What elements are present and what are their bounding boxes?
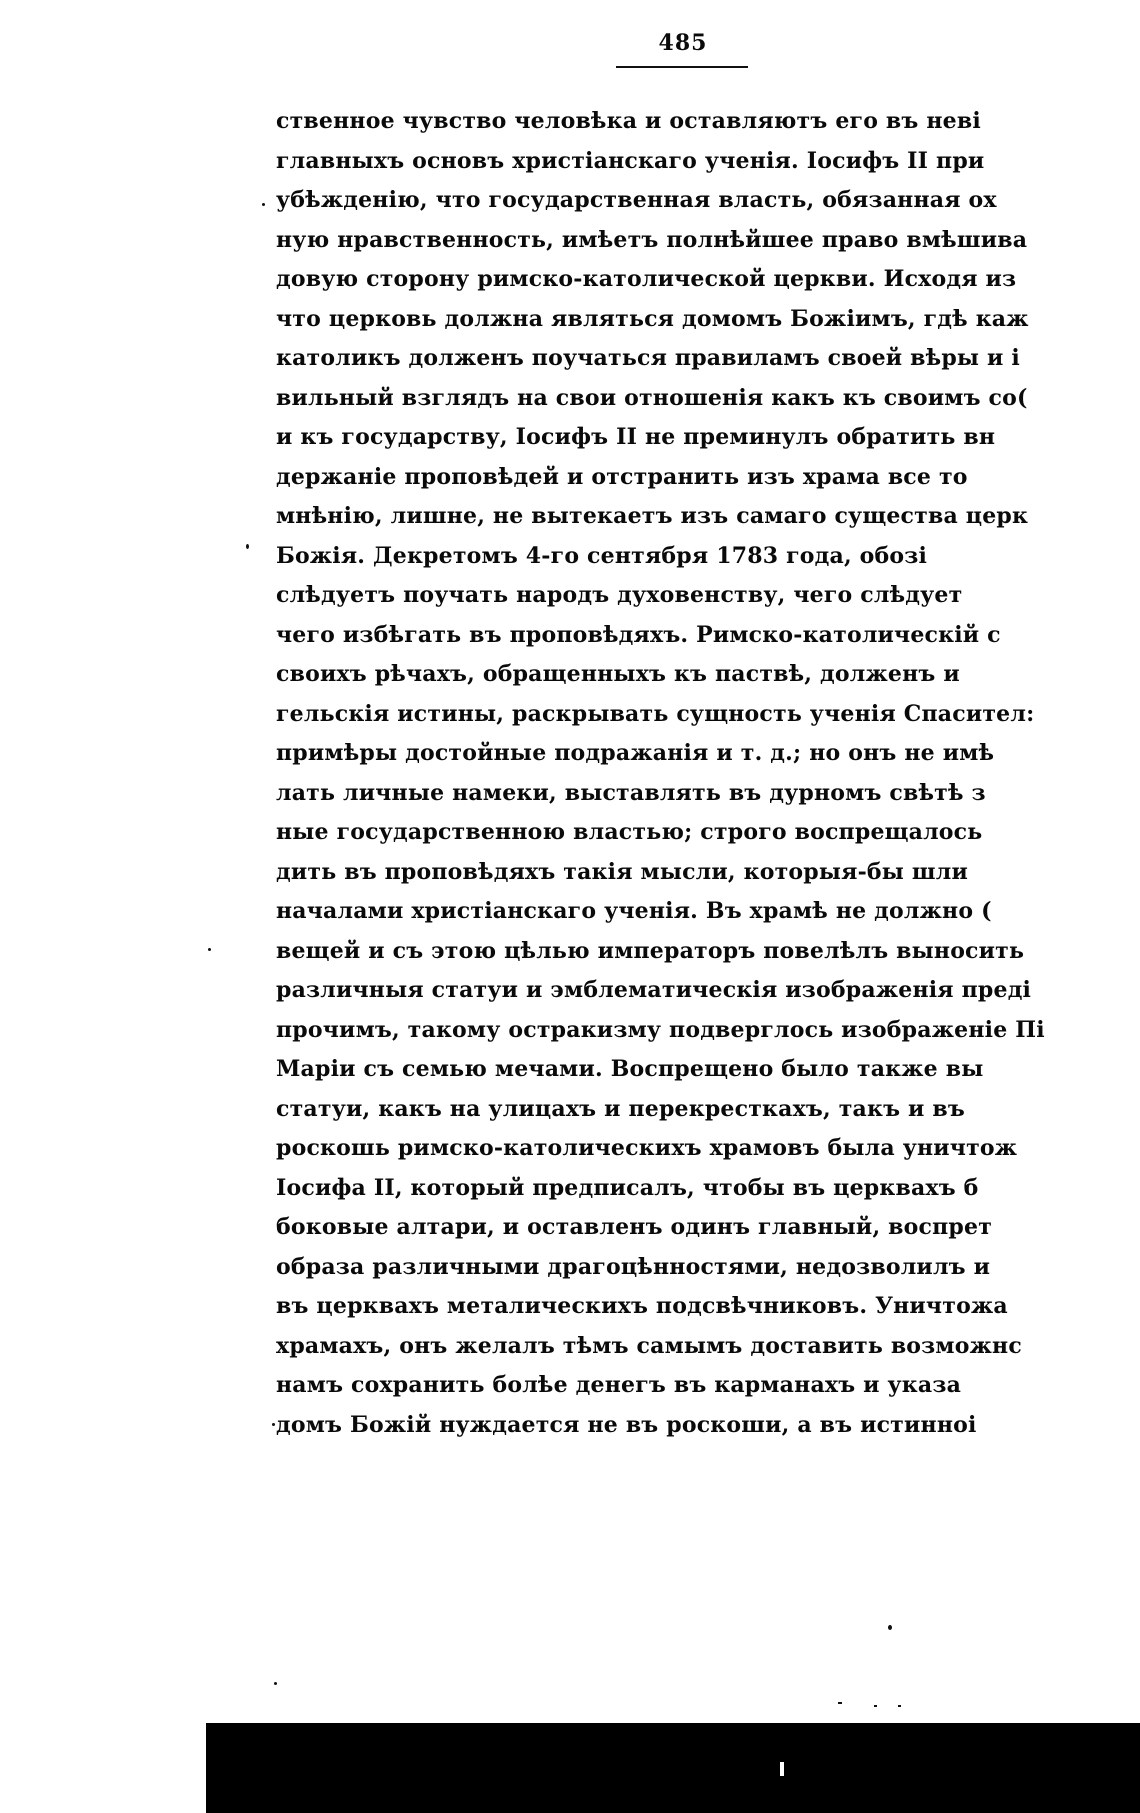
text-line: мнѣнію, лишне, не вытекаетъ изъ самаго существа церк — [276, 503, 1029, 529]
page-number: 485 — [658, 30, 708, 56]
text-line: ственное чувство человѣка и оставляютъ его въ неві — [276, 108, 981, 134]
text-line: Божія. Декретомъ 4-го сентября 1783 года, обозі — [276, 542, 928, 569]
text-line: домъ Божій нуждается не въ роскоши, а въ истинноі — [276, 1411, 977, 1438]
text-line: убѣжденію, что государственная власть, обязанная ох — [276, 187, 997, 213]
text-line: что церковь должна являться домомъ Божіимъ, гдѣ каж — [276, 305, 1029, 332]
text-line: началами христіанскаго ученія. Въ храмѣ не должно ( — [276, 898, 992, 924]
text-line: вильный взглядъ на свои отношенія какъ къ своимъ со( — [276, 384, 1028, 411]
scan-speck — [262, 203, 265, 206]
text-line: католикъ долженъ поучаться правиламъ своей вѣры и і — [276, 345, 1020, 371]
text-line: роскошь римско-католическихъ храмовъ была уничтож — [276, 1135, 1018, 1161]
text-line: примѣры достойные подражанія и т. д.; но онъ не имѣ — [276, 740, 995, 766]
text-line: и къ государству, Іосифъ II не преминулъ обратить вн — [276, 424, 996, 450]
text-line: слѣдуетъ поучать народъ духовенству, чего слѣдует — [276, 582, 963, 608]
scan-speck — [888, 1625, 892, 1630]
text-line: ную нравственность, имѣетъ полнѣйшее право вмѣшива — [276, 226, 1028, 253]
text-line: статуи, какъ на улицахъ и перекресткахъ, такъ и въ — [276, 1095, 965, 1122]
text-line: держаніе проповѣдей и отстранить изъ храма все то — [276, 463, 968, 490]
text-line: своихъ рѣчахъ, обращенныхъ къ паствѣ, долженъ и — [276, 661, 960, 687]
header-rule — [616, 66, 748, 68]
scan-edge-bar — [206, 1723, 1140, 1813]
text-line: дить въ проповѣдяхъ такія мысли, которыя-бы шли — [276, 858, 968, 885]
scan-speck — [874, 1705, 877, 1707]
text-line: гельскія истины, раскрывать сущность ученія Спасител: — [276, 700, 1035, 727]
text-line: намъ сохранить болѣе денегъ въ карманахъ и указа — [276, 1372, 962, 1398]
text-line: храмахъ, онъ желалъ тѣмъ самымъ доставить возможнс — [276, 1332, 1022, 1359]
text-line: различныя статуи и эмблематическія изображенія преді — [276, 977, 1032, 1003]
scan-speck — [838, 1702, 842, 1704]
text-line: Маріи съ семью мечами. Воспрещено было также вы — [276, 1056, 984, 1082]
text-line: довую сторону римско-католической церкви. Исходя из — [276, 266, 1017, 292]
text-line: боковые алтари, и оставленъ одинъ главный, воспрет — [276, 1214, 993, 1240]
scan-speck — [246, 544, 249, 549]
text-line: вещей и съ этою цѣлью императоръ повелѣлъ выносить — [276, 937, 1025, 964]
text-line: лать личные намеки, выставлять въ дурномъ свѣтѣ з — [276, 779, 986, 806]
text-line: въ церквахъ металическихъ подсвѣчниковъ. Уничтожа — [276, 1293, 1008, 1319]
text-line: Іосифа II, который предписалъ, чтобы въ церквахъ б — [276, 1174, 979, 1201]
text-line: прочимъ, такому остракизму подверглось изображеніе Пі — [276, 1016, 1045, 1043]
text-line: ные государственною властью; строго воспрещалось — [276, 819, 983, 845]
scan-artifact-mark — [780, 1762, 784, 1776]
scan-speck — [272, 1423, 275, 1426]
scan-speck — [898, 1705, 901, 1707]
text-line: образа различными драгоцѣнностями, недозволилъ и — [276, 1253, 991, 1280]
scan-speck — [274, 1682, 277, 1685]
text-line: чего избѣгать въ проповѣдяхъ. Римско-католическій с — [276, 621, 1001, 648]
text-line: главныхъ основъ христіанскаго ученія. Іосифъ II при — [276, 147, 985, 174]
scan-speck — [208, 948, 211, 951]
body-text — [276, 102, 1045, 1492]
